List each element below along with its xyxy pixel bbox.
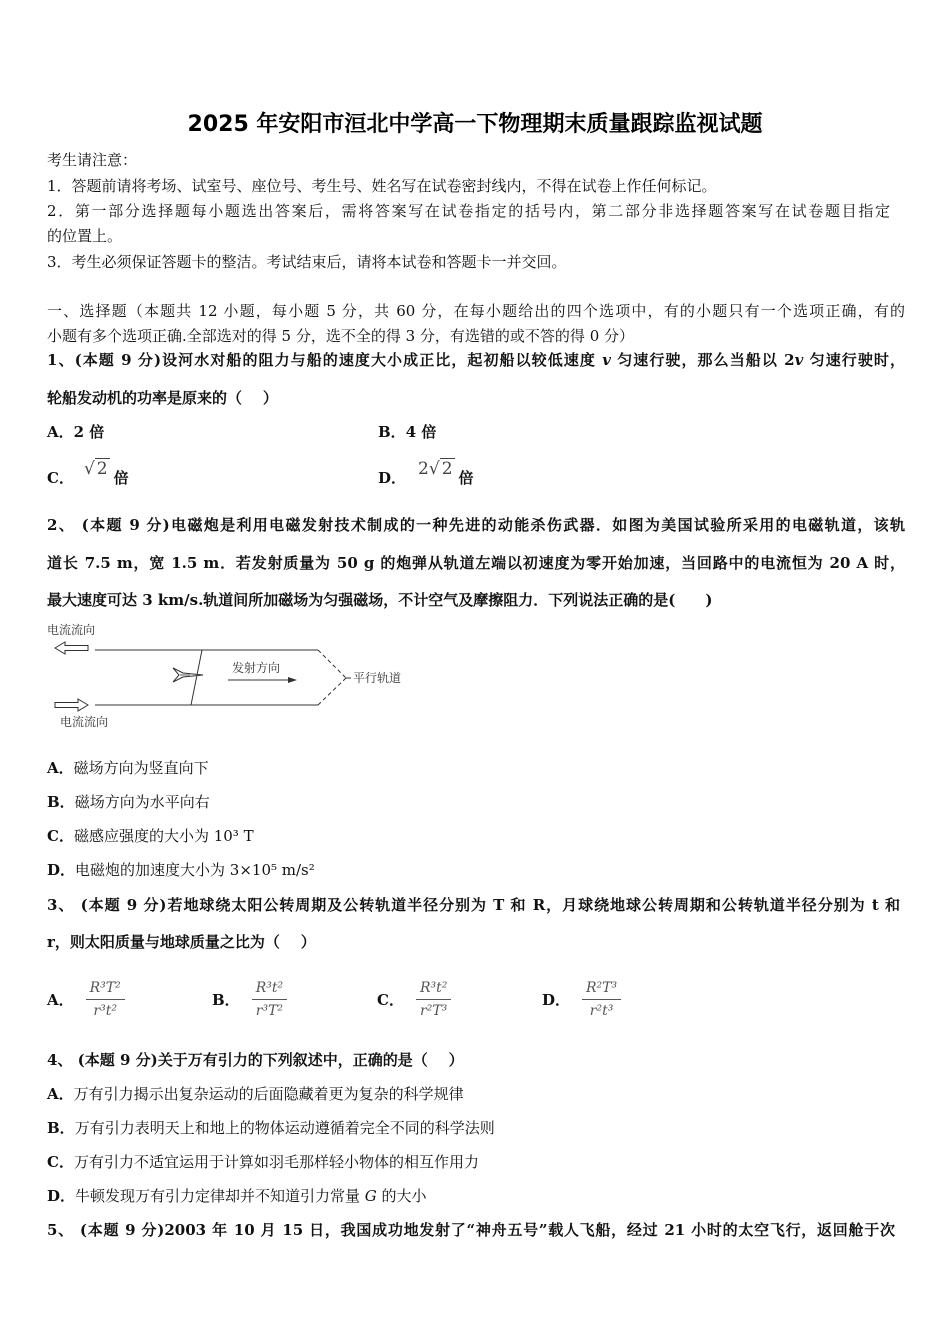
section-heading-line-1: 一、选择题（本题共 12 小题，每小题 5 分，共 60 分，在每小题给出的四个选项中，有的小题只有一个选项正确，有的: [47, 302, 905, 320]
fraction-denominator: r³t²: [93, 1002, 117, 1019]
q1-option-b[interactable]: [378, 422, 436, 442]
parallel-rails-label: 平行轨道: [353, 671, 402, 685]
q1-velocity-symbol: v: [794, 351, 804, 369]
sqrt-expression: [429, 459, 455, 479]
rail-leader-top: [318, 650, 346, 678]
radicand: 2: [96, 459, 108, 479]
option-label: B．: [212, 990, 240, 1009]
option-text: 万有引力表明天上和地上的物体运动遵循着完全不同的科学法则: [74, 1119, 495, 1137]
fraction-denominator: r²T³: [420, 1002, 448, 1019]
current-direction-label-top: 电流流向: [47, 623, 96, 637]
q2-stem-line-1: 2、 (本题 9 分)电磁炮是利用电磁发射技术制成的一种先进的动能杀伤武器．如图为美国试验所采用的电磁轨道，该轨: [47, 516, 905, 534]
q4-option-c[interactable]: [47, 1152, 479, 1172]
option-label: D．: [47, 861, 76, 879]
rail-leader-bottom: [318, 678, 346, 705]
option-label: A．: [47, 1085, 74, 1103]
q2-option-d[interactable]: [47, 860, 315, 880]
notice-line-4: 3．考生必须保证答题卡的整洁。考试结束后，请将本试卷和答题卡一并交回。: [47, 253, 567, 271]
q1-stem-line-2: 轮船发动机的功率是原来的（ ）: [47, 389, 278, 407]
fraction-numerator: R³t²: [252, 979, 287, 1000]
q3-option-a[interactable]: [47, 976, 125, 1022]
sqrt-expression: [84, 459, 110, 479]
fraction-numerator: R³T²: [86, 979, 125, 1000]
section-heading-line-2: 小题有多个选项正确.全部选对的得 5 分，选不全的得 3 分，有选错的或不答的得 0 分）: [47, 327, 635, 345]
q2-option-a[interactable]: [47, 758, 209, 778]
option-label: B．: [47, 1119, 75, 1137]
option-label: A．: [47, 759, 74, 777]
q3-option-c[interactable]: [377, 976, 451, 1022]
railgun-diagram: [40, 618, 420, 733]
fraction-denominator: r²t³: [589, 1002, 614, 1019]
q2-option-b[interactable]: [47, 792, 210, 812]
fraction: [416, 979, 451, 1020]
sqrt-coefficient: 2: [418, 459, 429, 479]
q4-option-d[interactable]: [47, 1186, 427, 1206]
option-label: A．: [47, 990, 74, 1009]
fraction: [86, 979, 125, 1020]
option-label: C．: [47, 469, 74, 487]
option-text: 磁场方向为水平向右: [74, 793, 210, 811]
q1-stem-seg: 匀速行驶，那么当船以 2: [610, 351, 795, 369]
q1-velocity-symbol: v: [602, 351, 611, 369]
q1-option-a[interactable]: [47, 422, 104, 442]
current-arrow-left-icon: [55, 642, 88, 654]
option-suffix: 倍: [113, 469, 129, 487]
option-label: C．: [47, 827, 74, 845]
option-label: D．: [542, 990, 571, 1009]
option-label: D．: [378, 469, 407, 487]
option-text: 电磁炮的加速度大小为 3×10⁵ m/s²: [75, 861, 315, 879]
exam-title: 2025 年安阳市洹北中学高一下物理期末质量跟踪监视试题: [187, 112, 763, 137]
launch-direction-label: 发射方向: [232, 661, 281, 675]
option-text: 2 倍: [73, 423, 105, 441]
q1-option-c[interactable]: [47, 459, 129, 488]
q5-stem-line-1: 5、 (本题 9 分)2003 年 10 月 15 日，我国成功地发射了“神舟五号”载人飞船，经过 21 小时的太空飞行，返回舱于次: [47, 1221, 895, 1239]
fraction-denominator: r³T²: [255, 1002, 284, 1019]
launch-arrow-head-icon: [288, 677, 297, 683]
q3-option-d[interactable]: [542, 976, 621, 1022]
q4-option-a[interactable]: [47, 1084, 464, 1104]
gravitational-constant-symbol: G: [364, 1187, 377, 1205]
q4-stem: 4、 (本题 9 分)关于万有引力的下列叙述中，正确的是（ ）: [47, 1051, 464, 1069]
radicand: 2: [441, 459, 453, 479]
option-text: 万有引力揭示出复杂运动的后面隐藏着更为复杂的科学规律: [73, 1085, 464, 1103]
option-text-seg: 牛顿发现万有引力定律却并不知道引力常量: [75, 1187, 365, 1205]
fraction-numerator: R²T³: [582, 979, 621, 1000]
q1-option-d[interactable]: [378, 459, 474, 488]
option-label: B．: [47, 793, 75, 811]
notice-line-1: 1．答题前请将考场、试室号、座位号、考生号、姓名写在试卷密封线内，不得在试卷上作任何标记。: [47, 177, 717, 195]
option-label: D．: [47, 1187, 76, 1205]
q4-option-b[interactable]: [47, 1118, 495, 1138]
option-text: 万有引力不适宜运用于计算如羽毛那样轻小物体的相互作用力: [73, 1153, 479, 1171]
fraction: [582, 979, 621, 1020]
q1-stem-seg: 1、(本题 9 分)设河水对船的阻力与船的速度大小成正比，起初船以较低速度: [47, 351, 603, 369]
q1-stem-seg: 匀速行驶时，: [803, 351, 905, 369]
armature-bar: [191, 650, 202, 705]
fraction-numerator: R³t²: [416, 979, 451, 1000]
q3-option-b[interactable]: [212, 976, 287, 1022]
option-label: A．: [47, 423, 74, 441]
notice-line-2: 2．第一部分选择题每小题选出答案后，需将答案写在试卷指定的括号内，第二部分非选择题答案写在试卷题目指定: [47, 202, 890, 220]
option-label: B．: [378, 423, 406, 441]
fraction: [252, 979, 287, 1020]
q3-stem-line-1: 3、 (本题 9 分)若地球绕太阳公转周期及公转轨道半径分别为 T 和 R，月球绕地球公转周期和公转轨道半径分别为 t 和: [47, 896, 900, 914]
q2-stem-line-3: 最大速度可达 3 km/s.轨道间所加磁场为匀强磁场，不计空气及摩擦阻力．下列说法正确的是( ): [47, 591, 713, 609]
q2-option-c[interactable]: [47, 826, 254, 846]
notice-heading: 考生请注意：: [47, 151, 138, 169]
option-label: C．: [377, 990, 404, 1009]
option-label: C．: [47, 1153, 74, 1171]
q1-stem-line-1: [47, 350, 905, 370]
option-suffix: 倍: [458, 469, 474, 487]
current-direction-label-bottom: 电流流向: [60, 715, 109, 729]
q3-stem-line-2: r，则太阳质量与地球质量之比为（ ）: [47, 933, 316, 951]
current-arrow-right-icon: [55, 699, 88, 711]
option-text: 磁感应强度的大小为 10³ T: [73, 827, 254, 845]
option-text: 4 倍: [405, 423, 437, 441]
option-text: 磁场方向为竖直向下: [73, 759, 209, 777]
q2-stem-line-2: 道长 7.5 m，宽 1.5 m．若发射质量为 50 g 的炮弹从轨道左端以初速度为零开始加速，当回路中的电流恒为 20 A 时，: [47, 554, 905, 572]
notice-line-3: 的位置上。: [47, 227, 123, 245]
option-text-seg: 的大小: [376, 1187, 427, 1205]
